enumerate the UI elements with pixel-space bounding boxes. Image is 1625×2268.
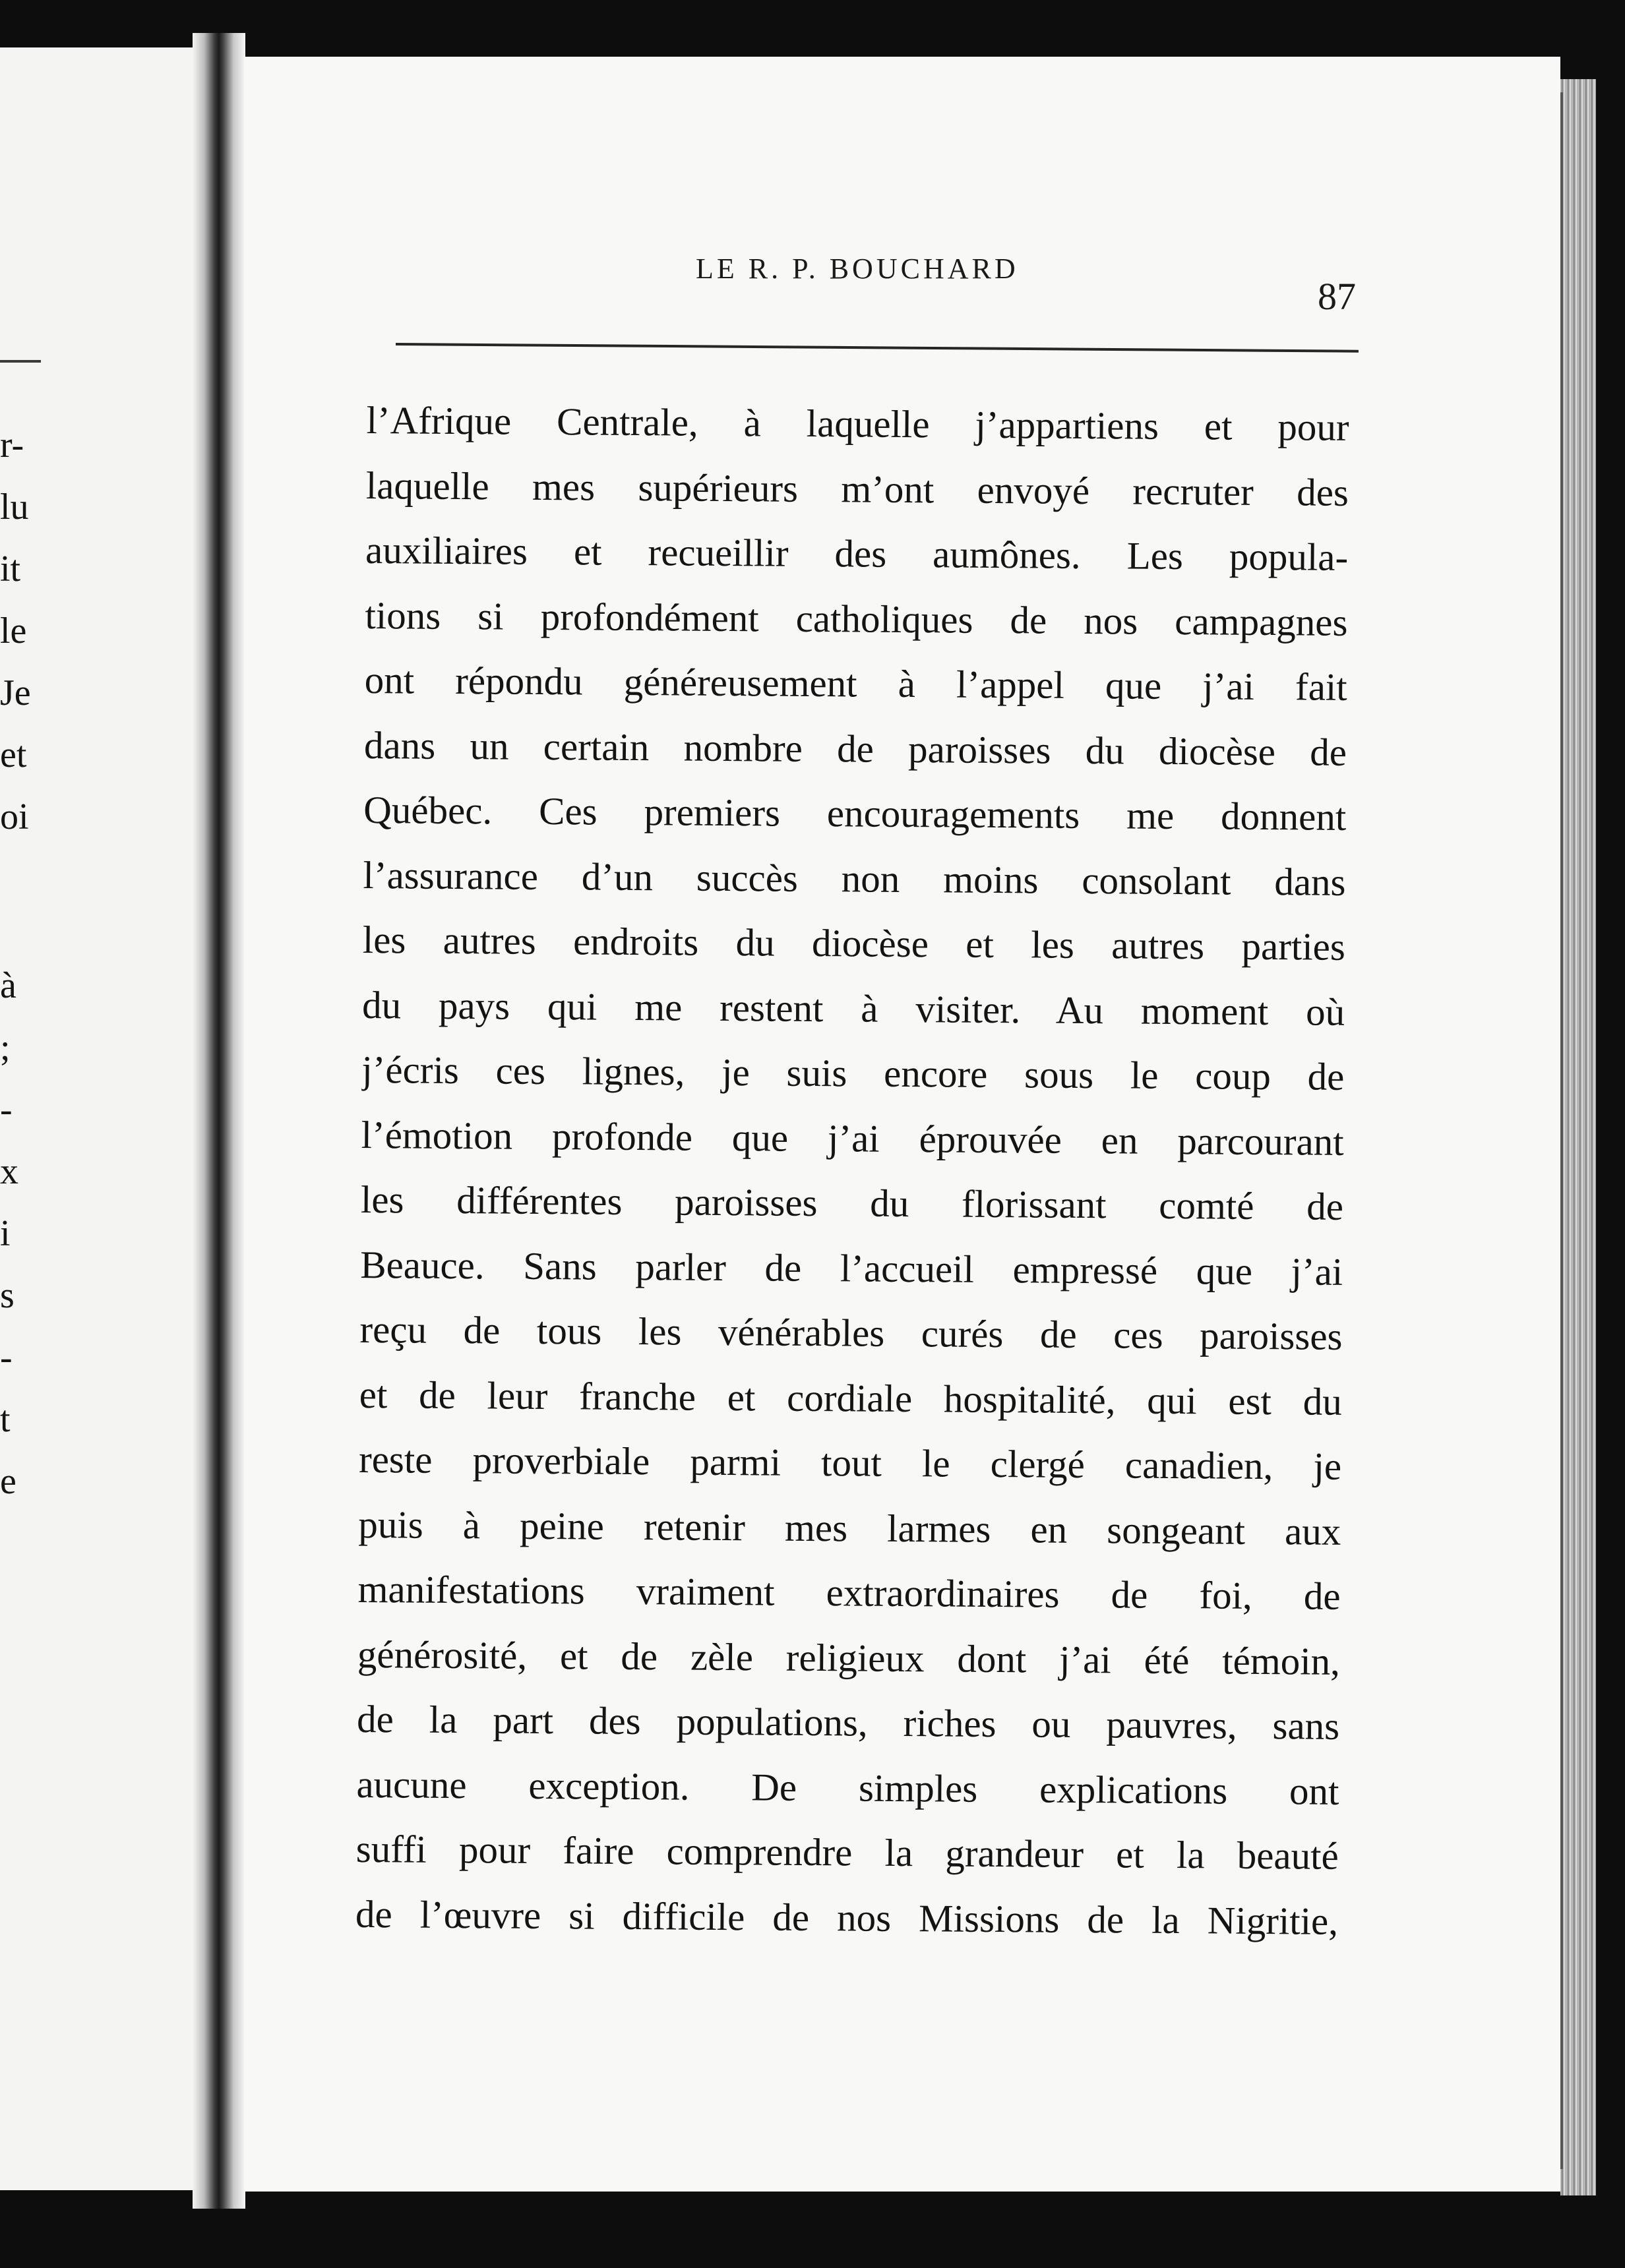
facing-page-line: - bbox=[0, 1089, 13, 1130]
facing-page-line bbox=[0, 848, 53, 955]
text-line: les autres endroits du diocèse et les autres parties bbox=[362, 917, 1346, 969]
text-line: de la part des populations, riches ou pauvres, sans bbox=[356, 1696, 1340, 1748]
book-gutter bbox=[193, 33, 245, 2209]
text-line: du pays qui me restent à visiter. Au moment où bbox=[361, 982, 1345, 1034]
text-line: de l’œuvre si difficile de nos Missions de la Nigritie, bbox=[355, 1892, 1339, 1943]
page-number: 87 bbox=[1318, 275, 1356, 318]
facing-page-line: oi bbox=[0, 796, 29, 837]
facing-page-line: it bbox=[0, 549, 21, 589]
facing-page-line: x bbox=[0, 1151, 18, 1192]
text-line: aucune exception. De simples explications ont bbox=[356, 1762, 1339, 1813]
facing-page-line: lu bbox=[0, 487, 29, 527]
facing-page-rule bbox=[0, 360, 41, 363]
text-line: Beauce. Sans parler de l’accueil empressé que j’ai bbox=[360, 1242, 1343, 1294]
text-line: auxiliaires et recueillir des aumônes. Les popula- bbox=[365, 527, 1349, 579]
text-line: reçu de tous les vénérables curés de ces paroisses bbox=[359, 1307, 1343, 1358]
facing-page-line: s bbox=[0, 1275, 15, 1316]
facing-page-line: Je bbox=[0, 672, 31, 713]
facing-page-line: i bbox=[0, 1213, 11, 1254]
facing-page-line: ; bbox=[0, 1027, 11, 1068]
text-line: l’assurance d’un succès non moins consolant dans bbox=[363, 852, 1346, 904]
page-edge bbox=[1560, 79, 1596, 2195]
text-line: tions si profondément catholiques de nos campagnes bbox=[365, 593, 1348, 644]
facing-page-line: t bbox=[0, 1399, 11, 1440]
text-line: l’Afrique Centrale, à laquelle j’appartiens et pour bbox=[366, 398, 1349, 449]
text-line: Québec. Ces premiers encouragements me donnent bbox=[363, 787, 1347, 839]
text-line: générosité, et de zèle religieux dont j’ai été témoin, bbox=[357, 1632, 1341, 1683]
page-border bbox=[1560, 92, 1563, 2169]
text-line: puis à peine retenir mes larmes en songeant aux bbox=[358, 1502, 1341, 1553]
facing-page-line: et bbox=[0, 734, 27, 775]
text-line: reste proverbiale parmi tout le clergé canadien, je bbox=[358, 1437, 1342, 1488]
facing-page-line: r- bbox=[0, 425, 24, 465]
facing-page-line: e bbox=[0, 1461, 16, 1502]
facing-page-text bbox=[0, 414, 53, 1512]
text-line: et de leur franche et cordiale hospitalité, qui est du bbox=[359, 1372, 1343, 1423]
text-line: laquelle mes supérieurs m’ont envoyé recruter des bbox=[365, 463, 1349, 514]
facing-page bbox=[0, 47, 193, 2190]
text-line: ont répondu généreusement à l’appel que j’ai fait bbox=[364, 657, 1347, 709]
facing-page-line: - bbox=[0, 1337, 13, 1378]
text-line: suffi pour faire comprendre la grandeur et la beauté bbox=[355, 1826, 1339, 1878]
text-line: les différentes paroisses du florissant comté de bbox=[360, 1177, 1344, 1228]
text-line: manifestations vraiment extraordinaires de foi, de bbox=[357, 1567, 1341, 1618]
running-head: LE R. P. BOUCHARD bbox=[696, 253, 1019, 285]
body-text bbox=[355, 388, 1349, 1954]
facing-page-line: le bbox=[0, 611, 27, 651]
text-line: j’écris ces lignes, je suis encore sous le coup de bbox=[361, 1047, 1345, 1098]
facing-page-line: à bbox=[0, 965, 16, 1006]
text-line: dans un certain nombre de paroisses du diocèse de bbox=[363, 723, 1347, 774]
text-line: l’émotion profonde que j’ai éprouvée en parcourant bbox=[361, 1112, 1344, 1164]
